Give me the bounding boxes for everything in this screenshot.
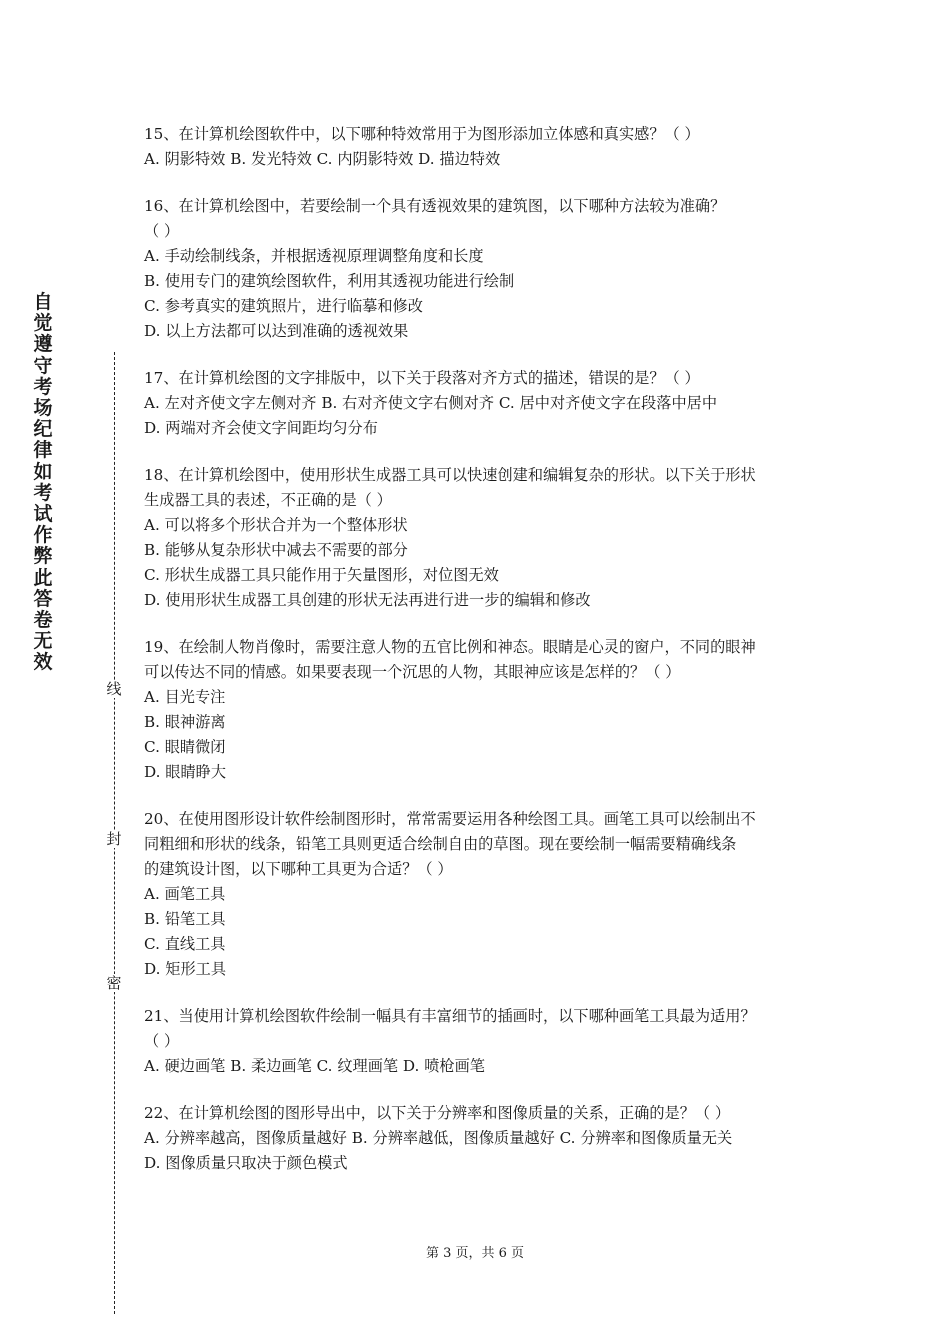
option-b: B. 眼神游离 [144, 713, 226, 731]
option-d: D. 以上方法都可以达到准确的透视效果 [144, 322, 409, 340]
question-stem: 生成器工具的表述，不正确的是（ ） [144, 491, 392, 509]
question-stem: （ ） [144, 1032, 180, 1050]
question-stem: 20、在使用图形设计软件绘制图形时，常常需要运用各种绘图工具。画笔工具可以绘制出不 [144, 810, 756, 828]
question-stem: 22、在计算机绘图的图形导出中，以下关于分辨率和图像质量的关系，正确的是？（ ） [144, 1104, 731, 1122]
option-b: B. 能够从复杂形状中减去不需要的部分 [144, 541, 408, 559]
option-a: A. 手动绘制线条，并根据透视原理调整角度和长度 [144, 247, 484, 265]
option-b: B. 使用专门的建筑绘图软件，利用其透视功能进行绘制 [144, 272, 515, 290]
option-d: D. 两端对齐会使文字间距均匀分布 [144, 419, 378, 437]
question-stem: 15、在计算机绘图软件中，以下哪种特效常用于为图形添加立体感和真实感？（ ） [144, 125, 700, 143]
option-d: D. 眼睛睁大 [144, 763, 227, 781]
option-b: B. 铅笔工具 [144, 910, 226, 928]
option-c: C. 形状生成器工具只能作用于矢量图形，对位图无效 [144, 566, 499, 584]
question-stem: 16、在计算机绘图中，若要绘制一个具有透视效果的建筑图，以下哪种方法较为准确？ [144, 197, 726, 215]
page-number: 第 3 页，共 6 页 [425, 1246, 525, 1261]
question-stem: 同粗细和形状的线条，铅笔工具则更适合绘制自由的草图。现在要绘制一幅需要精确线条 [144, 835, 737, 853]
question-20 [144, 807, 812, 982]
option-d: D. 矩形工具 [144, 960, 227, 978]
cut-label-seal: 封 [104, 830, 124, 848]
cut-label-line: 线 [104, 680, 124, 698]
question-stem: 19、在绘制人物肖像时，需要注意人物的五官比例和神态。眼睛是心灵的窗户，不同的眼神 [144, 638, 756, 656]
question-stem: 17、在计算机绘图的文字排版中，以下关于段落对齐方式的描述，错误的是？（ ） [144, 369, 700, 387]
option-d: D. 使用形状生成器工具创建的形状无法再进行进一步的编辑和修改 [144, 591, 591, 609]
question-stem: 18、在计算机绘图中，使用形状生成器工具可以快速创建和编辑复杂的形状。以下关于形状 [144, 466, 756, 484]
question-21 [144, 1004, 812, 1079]
question-options: A. 阴影特效 B. 发光特效 C. 内阴影特效 D. 描边特效 [144, 150, 501, 168]
question-list [144, 122, 812, 1198]
cut-label-secret: 密 [104, 974, 124, 992]
question-17 [144, 366, 812, 441]
option-c: C. 直线工具 [144, 935, 226, 953]
exam-discipline-warning: 自觉遵守考场纪律如考试作弊此答卷无效 [33, 291, 53, 674]
option-a: A. 目光专注 [144, 688, 226, 706]
option-c: C. 眼睛微闭 [144, 738, 226, 756]
question-options: A. 左对齐使文字左侧对齐 B. 右对齐使文字右侧对齐 C. 居中对齐使文字在段落中居中 [144, 394, 718, 412]
option-c: C. 参考真实的建筑照片，进行临摹和修改 [144, 297, 423, 315]
question-options: A. 硬边画笔 B. 柔边画笔 C. 纹理画笔 D. 喷枪画笔 [144, 1057, 485, 1075]
option-a: A. 画笔工具 [144, 885, 226, 903]
option-a: A. 可以将多个形状合并为一个整体形状 [144, 516, 408, 534]
question-22 [144, 1101, 812, 1176]
question-stem: 的建筑设计图，以下哪种工具更为合适？（ ） [144, 860, 453, 878]
option-d: D. 图像质量只取决于颜色模式 [144, 1154, 348, 1172]
question-15 [144, 122, 812, 172]
question-19 [144, 635, 812, 785]
question-stem: 可以传达不同的情感。如果要表现一个沉思的人物，其眼神应该是怎样的？（ ） [144, 663, 681, 681]
question-16 [144, 194, 812, 344]
question-18 [144, 463, 812, 613]
question-stem: 21、当使用计算机绘图软件绘制一幅具有丰富细节的插画时，以下哪种画笔工具最为适用？ [144, 1007, 756, 1025]
question-stem: （ ） [144, 222, 180, 240]
question-options: A. 分辨率越高，图像质量越好 B. 分辨率越低，图像质量越好 C. 分辨率和图像质量无关 [144, 1129, 733, 1147]
